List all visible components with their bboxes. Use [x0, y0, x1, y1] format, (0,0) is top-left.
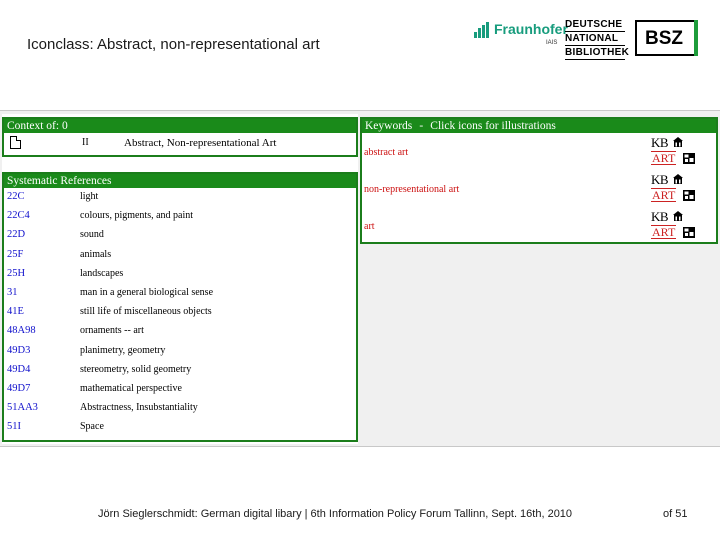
- systematic-row[interactable]: [4, 284, 356, 303]
- systematic-description: landscapes: [80, 267, 124, 279]
- systematic-description: ornaments -- art: [80, 325, 144, 337]
- systematic-row[interactable]: [4, 226, 356, 245]
- systematic-header: Systematic References: [4, 174, 356, 188]
- systematic-code-link[interactable]: 22D: [7, 229, 26, 241]
- building-icon: [673, 174, 683, 185]
- systematic-code-link[interactable]: 48A98: [7, 325, 36, 337]
- art-label: ART: [652, 188, 676, 202]
- systematic-list: [4, 188, 356, 437]
- keywords-header-hint: Click icons for illustrations: [430, 120, 556, 132]
- systematic-code-link[interactable]: 51AA3: [7, 402, 38, 414]
- systematic-description: mathematical perspective: [80, 382, 182, 394]
- bsz-logo-bar: [694, 20, 698, 56]
- systematic-description: still life of miscellaneous objects: [80, 306, 212, 318]
- art-illustration-icon[interactable]: [651, 151, 701, 167]
- dnb-line: NATIONAL: [565, 32, 625, 46]
- systematic-code-link[interactable]: 41E: [7, 306, 24, 318]
- systematic-row[interactable]: [4, 265, 356, 284]
- keywords-header: [362, 119, 716, 133]
- systematic-description: light: [80, 191, 99, 202]
- context-code[interactable]: II: [82, 137, 89, 148]
- kb-label: KB: [651, 209, 669, 224]
- dnb-line: DEUTSCHE: [565, 18, 625, 32]
- kb-label: KB: [651, 172, 669, 187]
- systematic-row[interactable]: [4, 303, 356, 322]
- fraunhofer-logo-text: Fraunhofer: [494, 21, 568, 37]
- systematic-description: Space: [80, 421, 104, 433]
- systematic-code-link[interactable]: 22C4: [7, 210, 30, 222]
- document-icon[interactable]: [10, 136, 21, 149]
- systematic-description: stereometry, solid geometry: [80, 363, 192, 375]
- kb-library-icon[interactable]: [651, 210, 701, 224]
- keyword-link[interactable]: art: [364, 221, 375, 232]
- bsz-logo: [635, 20, 695, 56]
- fraunhofer-logo-icon: [474, 22, 492, 38]
- systematic-description: planimetry, geometry: [80, 344, 166, 356]
- systematic-code-link[interactable]: 22C: [7, 191, 25, 202]
- picture-icon: [683, 153, 695, 164]
- systematic-description: animals: [80, 248, 112, 260]
- picture-icon: [683, 190, 695, 201]
- systematic-row[interactable]: [4, 418, 356, 437]
- systematic-row[interactable]: [4, 322, 356, 341]
- systematic-row[interactable]: [4, 246, 356, 265]
- kb-label: KB: [651, 135, 669, 150]
- page-number: of 51: [663, 508, 688, 520]
- art-label: ART: [652, 225, 676, 239]
- keyword-link[interactable]: abstract art: [364, 147, 409, 158]
- systematic-row[interactable]: [4, 399, 356, 418]
- systematic-description: Abstractness, Insubstantiality: [80, 402, 198, 414]
- systematic-row[interactable]: [4, 188, 356, 207]
- context-panel: [2, 117, 358, 157]
- footer-caption: Jörn Sieglerschmidt: German digital libary | 6th Information Policy Forum Tallinn, Sept. 16th, 2010: [98, 508, 573, 520]
- context-label: Abstract, Non-representational Art: [124, 137, 277, 149]
- context-row[interactable]: [4, 133, 356, 155]
- systematic-references-panel: [2, 172, 358, 442]
- dnb-logo: [565, 18, 630, 60]
- keywords-panel: [360, 117, 718, 244]
- keyword-row: [362, 133, 716, 170]
- systematic-description: man in a general biological sense: [80, 286, 214, 298]
- slide-title: Iconclass: Abstract, non-representational art: [27, 36, 320, 53]
- systematic-code-link[interactable]: 49D7: [7, 382, 31, 394]
- systematic-code-link[interactable]: 49D4: [7, 363, 31, 375]
- kb-library-icon[interactable]: [651, 136, 701, 150]
- keywords-header-separator: -: [419, 120, 424, 132]
- systematic-row[interactable]: [4, 380, 356, 399]
- systematic-code-link[interactable]: 51I: [7, 421, 21, 433]
- bsz-logo-text: BSZ: [645, 28, 683, 49]
- systematic-row[interactable]: [4, 361, 356, 380]
- kb-library-icon[interactable]: [651, 173, 701, 187]
- context-header: Context of: 0: [4, 119, 356, 133]
- building-icon: [673, 137, 683, 148]
- systematic-description: colours, pigments, and paint: [80, 210, 194, 222]
- art-illustration-icon[interactable]: [651, 188, 701, 204]
- systematic-code-link[interactable]: 49D3: [7, 344, 31, 356]
- keyword-link[interactable]: non-representational art: [364, 184, 460, 195]
- systematic-row[interactable]: [4, 207, 356, 226]
- keywords-header-title: Keywords: [365, 120, 413, 132]
- systematic-description: sound: [80, 229, 104, 241]
- systematic-code-link[interactable]: 25F: [7, 248, 24, 260]
- logo-group: [474, 16, 706, 60]
- keyword-row: [362, 170, 716, 207]
- fraunhofer-sub-text: IAIS: [546, 40, 558, 46]
- building-icon: [673, 211, 683, 222]
- systematic-row[interactable]: [4, 342, 356, 361]
- art-label: ART: [652, 151, 676, 165]
- systematic-code-link[interactable]: 31: [7, 286, 18, 298]
- art-illustration-icon[interactable]: [651, 225, 701, 241]
- keywords-list: [362, 133, 716, 244]
- dnb-line: BIBLIOTHEK: [565, 47, 630, 58]
- systematic-code-link[interactable]: 25H: [7, 267, 26, 279]
- keyword-row: [362, 207, 716, 244]
- picture-icon: [683, 227, 695, 238]
